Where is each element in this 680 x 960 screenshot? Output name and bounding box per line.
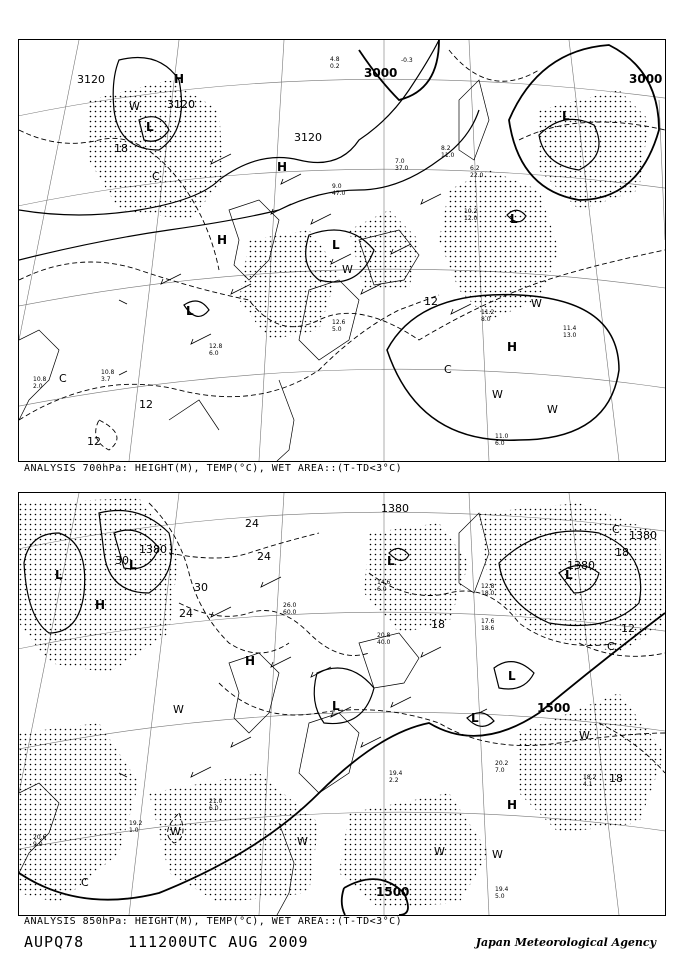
warm-center-marker: W xyxy=(531,297,542,310)
panel-caption-700hpa: ANALYSIS 700hPa: HEIGHT(M), TEMP(°C), WET AREA::(T-TD<3°C) xyxy=(24,463,403,474)
station-dewpoint: 13.0 xyxy=(563,332,577,339)
station-dewpoint: 37.0 xyxy=(395,165,409,172)
station-obs xyxy=(464,208,478,222)
low-center-marker: L xyxy=(129,558,137,572)
station-temp: 11.0 xyxy=(495,433,509,440)
station-obs xyxy=(481,583,495,597)
station-dewpoint: 18.6 xyxy=(481,625,495,632)
station-obs xyxy=(101,369,115,383)
height-label: 3120 xyxy=(77,73,105,86)
station-temp: 7.0 xyxy=(395,158,405,165)
station-obs xyxy=(129,820,143,834)
height-label: 1380 xyxy=(629,529,657,542)
temp-label: 30 xyxy=(115,554,129,567)
height-label: 1380 xyxy=(139,543,167,556)
station-dewpoint: 5.0 xyxy=(332,326,342,333)
high-center-marker: H xyxy=(174,72,185,86)
map-canvas-850 xyxy=(19,493,665,915)
high-center-marker: H xyxy=(507,340,518,354)
station-temp: 11.2 xyxy=(481,309,495,316)
station-temp: 19.4 xyxy=(495,886,509,893)
warm-center-marker: W xyxy=(129,100,140,113)
low-center-marker: L xyxy=(332,238,340,252)
cold-center-marker: C xyxy=(444,363,452,376)
low-center-marker: L xyxy=(565,568,573,582)
temp-label: 30 xyxy=(194,581,208,594)
height-label: 1500 xyxy=(537,701,571,715)
station-temp: 14.6 xyxy=(377,579,391,586)
cold-center-marker: C xyxy=(59,372,67,385)
station-dewpoint: 6.0 xyxy=(209,805,219,812)
station-obs xyxy=(563,325,577,339)
station-dewpoint: 40.0 xyxy=(377,639,391,646)
station-dewpoint: 9.0 xyxy=(33,841,43,848)
station-temp: 19.2 xyxy=(129,820,143,827)
temp-label: 12 xyxy=(621,622,635,635)
station-obs xyxy=(330,56,340,70)
station-obs xyxy=(209,343,223,357)
low-center-marker: L xyxy=(186,304,194,318)
station-dewpoint: 11.0 xyxy=(441,152,455,159)
station-dewpoint: 8.0 xyxy=(481,316,491,323)
height-label: 3000 xyxy=(629,72,663,86)
temp-label: 24 xyxy=(179,607,193,620)
warm-center-marker: W xyxy=(342,263,353,276)
height-label: 3000 xyxy=(364,66,398,80)
station-dewpoint: 6.0 xyxy=(495,440,505,447)
height-label: 1380 xyxy=(381,502,409,515)
low-center-marker: L xyxy=(387,554,395,568)
station-dewpoint: 2.0 xyxy=(33,383,43,390)
warm-center-marker: W xyxy=(547,403,558,416)
station-temp: 12.6 xyxy=(332,319,346,326)
map-canvas-700 xyxy=(19,40,665,461)
station-dewpoint: 1.0 xyxy=(129,827,139,834)
temp-label: 12 xyxy=(424,295,438,308)
station-dewpoint: 6.0 xyxy=(209,350,219,357)
station-obs xyxy=(332,319,346,333)
station-obs xyxy=(389,770,403,784)
station-temp: 12.8 xyxy=(481,583,495,590)
low-center-marker: L xyxy=(332,699,340,713)
station-dewpoint: 12.0 xyxy=(464,215,478,222)
high-center-marker: H xyxy=(507,798,518,812)
station-dewpoint: 4.1 xyxy=(583,781,593,788)
low-center-marker: L xyxy=(55,568,63,582)
temp-label: 12 xyxy=(139,398,153,411)
valid-time: 111200UTC AUG 2009 xyxy=(128,933,309,951)
warm-center-marker: W xyxy=(492,388,503,401)
station-dewpoint: 6.0 xyxy=(377,586,387,593)
high-center-marker: H xyxy=(217,233,228,247)
station-dewpoint: 22.0 xyxy=(470,172,484,179)
station-temp: 4.8 xyxy=(330,56,340,63)
temp-label: -0.3 xyxy=(401,57,413,64)
station-temp: 12.8 xyxy=(209,343,223,350)
station-temp: 17.6 xyxy=(481,618,495,625)
station-obs xyxy=(332,183,346,197)
agency-credit: Japan Meteorological Agency xyxy=(475,936,656,949)
low-center-marker: L xyxy=(471,711,479,725)
cold-center-marker: C xyxy=(152,170,160,183)
low-center-marker: L xyxy=(562,109,570,123)
station-temp: 6.2 xyxy=(470,165,480,172)
station-dewpoint: 18.0 xyxy=(481,590,495,597)
station-temp: 8.2 xyxy=(441,145,451,152)
high-center-marker: H xyxy=(277,160,288,174)
station-dewpoint: 0.2 xyxy=(330,63,340,70)
station-obs xyxy=(495,886,509,900)
station-obs xyxy=(470,165,484,179)
height-label: 3120 xyxy=(294,131,322,144)
temp-label: 24 xyxy=(257,550,271,563)
low-center-marker: L xyxy=(510,212,518,226)
station-temp: 20.2 xyxy=(495,760,509,767)
station-temp: 9.0 xyxy=(332,183,342,190)
warm-center-marker: W xyxy=(492,848,503,861)
station-temp: 21.0 xyxy=(209,798,223,805)
height-label: 1380 xyxy=(567,559,595,572)
station-temp: 26.0 xyxy=(283,602,297,609)
station-temp: 20.6 xyxy=(33,834,47,841)
station-obs xyxy=(33,376,47,390)
station-dewpoint: 5.0 xyxy=(495,893,505,900)
temp-label: 12 xyxy=(87,435,101,448)
height-label: 1500 xyxy=(376,885,410,899)
station-temp: 18.2 xyxy=(583,774,597,781)
temp-label: 18 xyxy=(615,546,629,559)
station-obs xyxy=(377,632,391,646)
height-label: 3120 xyxy=(167,98,195,111)
temp-label: 18 xyxy=(114,142,128,155)
station-dewpoint: 47.0 xyxy=(332,190,346,197)
station-obs xyxy=(283,602,297,616)
station-temp: 10.2 xyxy=(464,208,478,215)
station-dewpoint: 3.7 xyxy=(101,376,111,383)
high-center-marker: H xyxy=(245,654,256,668)
station-temp: 10.8 xyxy=(101,369,115,376)
low-center-marker: L xyxy=(146,120,154,134)
cold-center-marker: C xyxy=(607,640,615,653)
low-center-marker: L xyxy=(508,669,516,683)
station-temp: 10.8 xyxy=(33,376,47,383)
station-obs xyxy=(481,618,495,632)
analysis-850hpa-map xyxy=(18,492,666,916)
station-temp: 20.8 xyxy=(377,632,391,639)
chart-id: AUPQ78 xyxy=(24,933,85,951)
station-dewpoint: 60.0 xyxy=(283,609,297,616)
temp-label: 24 xyxy=(245,517,259,530)
cold-center-marker: C xyxy=(612,523,620,536)
station-obs xyxy=(495,760,509,774)
panel-caption-850hpa: ANALYSIS 850hPa: HEIGHT(M), TEMP(°C), WET AREA::(T-TD<3°C) xyxy=(24,916,403,927)
station-temp: 19.4 xyxy=(389,770,403,777)
station-dewpoint: 2.2 xyxy=(389,777,399,784)
cold-center-marker: C xyxy=(81,876,89,889)
station-temp: 11.4 xyxy=(563,325,577,332)
station-obs xyxy=(395,158,409,172)
warm-center-marker: W xyxy=(297,835,308,848)
warm-center-marker: W xyxy=(434,845,445,858)
temp-label: 18 xyxy=(431,618,445,631)
station-dewpoint: 7.0 xyxy=(495,767,505,774)
warm-center-marker: W xyxy=(579,729,590,742)
warm-center-marker: W xyxy=(170,825,181,838)
station-obs xyxy=(441,145,455,159)
warm-center-marker: W xyxy=(173,703,184,716)
analysis-700hpa-map xyxy=(18,39,666,462)
high-center-marker: H xyxy=(95,598,106,612)
temp-label: 18 xyxy=(609,772,623,785)
